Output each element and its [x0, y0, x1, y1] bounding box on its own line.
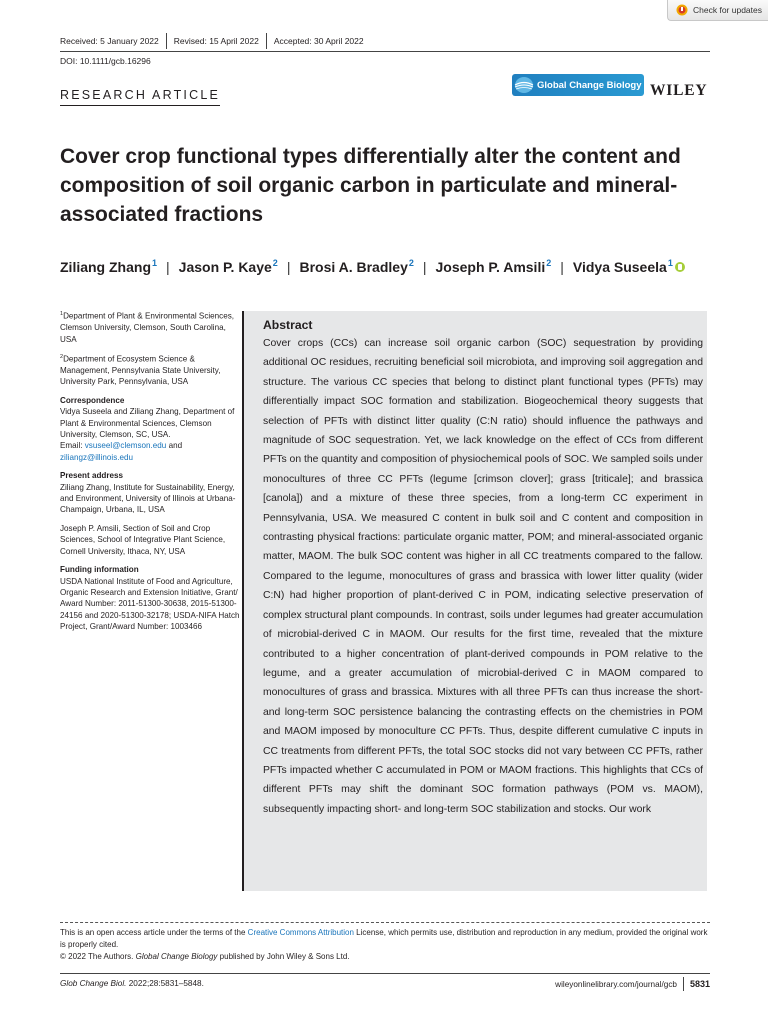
author-name[interactable]: Vidya Suseela$^1$ [572, 258, 673, 275]
article-metadata [60, 309, 240, 640]
header-rule [60, 51, 710, 52]
email-link-1[interactable]: vsuseel@clemson.edu [84, 441, 167, 451]
received-date: Received: 5 January 2022 [60, 36, 159, 46]
abstract-heading: Abstract [263, 318, 313, 332]
present-address-heading: Present address [60, 471, 123, 481]
citation: Glob Change Biol. 2022;28:5831–5848. [60, 979, 204, 988]
divider [683, 977, 684, 991]
license-notice [60, 927, 710, 964]
globe-icon [514, 76, 534, 94]
correspondence-heading: Correspondence [60, 395, 125, 405]
email-link-2[interactable]: ziliangz@illinois.edu [60, 452, 134, 462]
present-address-2: Joseph P. Amsili, Section of Soil and Crop Sciences, School of Integrative Plant Science, Cornell University, Ithaca, NY, USA [60, 523, 226, 556]
funding-information: USDA National Institute of Food and Agriculture, Organic Research and Extension Initiative, Grant/ Award Number: 2011-51300-30638, 2015-51300-24156 and 2020-51300-32178; USDA-NIFA Hatch Project, Grant/Award Number: 1003466 [60, 576, 240, 632]
affiliation-2: $^2$Department of Ecosystem Science & Management, Pennsylvania State University, University Park, Pennsylvania, USA [60, 353, 221, 387]
journal-url-link[interactable]: wileyonlinelibrary.com/journal/gcb [555, 979, 677, 989]
check-for-updates-button[interactable] [667, 0, 768, 21]
affiliation-1: $^1$Department of Plant & Environmental Sciences, Clemson University, Clemson, South Carolina, USA [60, 311, 235, 344]
article-dates [60, 33, 364, 49]
journal-logo[interactable] [512, 74, 644, 96]
author-list: Ziliang Zhang$^1$ | Jason P. Kaye$^2$ | Brosi A. Bradley$^2$ | Joseph P. Amsili$^2$ | Vidya Suseela$^1$ [60, 258, 685, 275]
funding-heading: Funding information [60, 565, 139, 575]
creative-commons-link[interactable]: Creative Commons Attribution [247, 928, 354, 937]
page-number: 5831 [689, 979, 710, 989]
author-name[interactable]: Brosi A. Bradley$^2$ [299, 258, 414, 275]
divider [166, 33, 167, 49]
author-name[interactable]: Joseph P. Amsili$^2$ [435, 258, 552, 275]
section-label: RESEARCH ARTICLE [60, 88, 220, 106]
divider [266, 33, 267, 49]
footnote-divider [60, 922, 710, 923]
orcid-icon[interactable] [675, 262, 685, 272]
author-name[interactable]: Ziliang Zhang$^1$ [60, 258, 158, 275]
author-name[interactable]: Jason P. Kaye$^2$ [178, 258, 278, 275]
update-badge-icon [676, 4, 688, 16]
revised-date: Revised: 15 April 2022 [173, 36, 259, 46]
footer-rule [60, 973, 710, 974]
footer-info [555, 977, 710, 991]
copyright-line: © 2022 The Authors. Global Change Biology published by John Wiley & Sons Ltd. [60, 952, 350, 962]
abstract-text: Cover crops (CCs) can increase soil organic carbon (SOC) sequestration by providing additional OC residues, recruiting beneficial soil microbiota, and improving soil aggregation and structure. The various CC species that belong to distinct plant functional types (PFTs) may differentially impact SOC formation and stabilization. Biogeochemical theory suggests that selection of PFTs with distinct litter quality (C:N ratio) should influence the pathways and magnitude of SOC sequestration. Yet, we lack knowledge on the effect of CCs from different PFTs on the quantity and composition of physiochemical pools of SOC. We sampled soils under monocultures of three CC PFTs (legume [crimson clover]; grass [triticale]; and brassica [canola]) and a mixture of these three species, from a long-term CC experiment in Pennsylvania, USA. We measured C content in bulk soil and C content and composition in contrasting physical fractions: particulate organic matter, POM; and mineral-associated organic matter, MAOM. The bulk SOC content was higher in all CC treatments compared to the fallow. Compared to the legume, monocultures of grass and brassica with lower litter quality (wider C:N) had higher proportion of plant-derived C in POM, indicating selective preservation of complex structural plant compounds. In contrast, soils under legumes had greater accumulation of microbial-derived C in MAOM. Our results for the first time, revealed that the mixture contributed to a higher concentration of plant-derived compounds in POM relative to the legume, and a greater accumulation of microbial-derived C in MAOM compared to monocultures of grass and brassica. Mixtures with all three PFTs can thus increase the short- and long-term SOC persistence balancing the contrasting effects on the chemistries in POM and MAOM imposed by monoculture CC PFTs. Thus, despite different cumulative C inputs in CC treatments from different PFTs, the total SOC stocks did not vary between CC PFTs, rather PFTs impacted whether C accumulated in POM or MAOM fractions. This highlights that CCs of different PFTs may shift the dominant SOC formation pathways (POM vs. MAOM), subsequently impacting short- and long-term SOC stabilization and stocks. Our work [263, 338, 703, 815]
present-address-1: Ziliang Zhang, Institute for Sustainability, Energy, and Environment, University of Illinois at Urbana-Champaign, Urbana, IL, USA [60, 482, 236, 515]
journal-name: Global Change Biology [537, 79, 642, 91]
abstract-box [242, 311, 707, 891]
open-access-statement: This is an open access article under the terms of the Creative Commons Attribution License, which permits use, distribution and reproduction in any medium, provided the original work is properly cited. [60, 928, 708, 950]
article-title: Cover crop functional types differentially alter the content and composition of soil organic carbon in particulate and mineral-associated fractions [60, 145, 681, 226]
check-for-updates-label: Check for updates [693, 5, 762, 15]
accepted-date: Accepted: 30 April 2022 [273, 36, 364, 46]
publisher-logo: WILEY [650, 82, 708, 99]
doi[interactable]: DOI: 10.1111/gcb.16296 [60, 56, 151, 66]
correspondence: Vidya Suseela and Ziliang Zhang, Department of Plant & Environmental Sciences, Clemson University, Clemson, SC, USA. Email: vsuseel@clemson.edu and ziliangz@illinois.edu [60, 407, 235, 462]
